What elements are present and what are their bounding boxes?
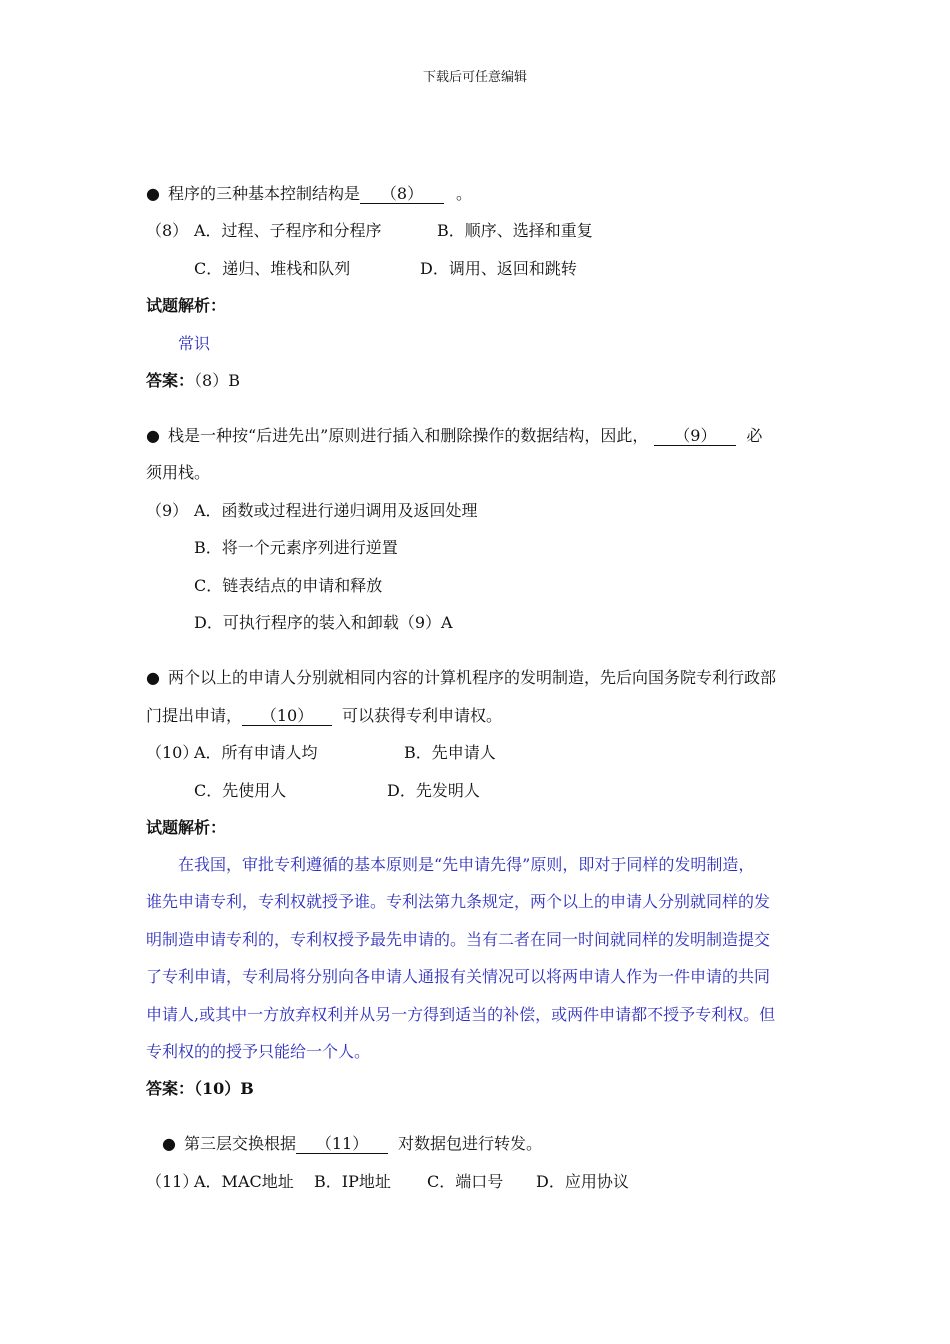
- question-11-stem: [162, 1134, 542, 1154]
- question-9-stem: [146, 426, 762, 446]
- analysis-line: 在我国，审批专利遵循的基本原则是“先申请先得”原则，即对于同样的发明制造，: [178, 855, 755, 874]
- page-header: 下载后可任意编辑: [422, 70, 527, 85]
- question-10-text-line2: 门提出申请，: [146, 706, 243, 725]
- analysis-line: 明制造申请专利的，专利权授予最先申请的。当有二者在同一时间就同样的发明制造提交: [146, 930, 771, 949]
- bullet-icon: ●: [146, 184, 160, 203]
- question-9-answer: （9）A: [398, 613, 453, 632]
- question-10-blank: （10）: [242, 707, 332, 726]
- question-8-number: （8）: [146, 221, 189, 240]
- question-9-option-d-line: [194, 613, 453, 633]
- question-8-end: 。: [456, 184, 473, 203]
- bullet-icon: ●: [162, 1134, 176, 1153]
- question-9-blank: （9）: [654, 427, 736, 446]
- question-8-analysis: 常识: [178, 334, 211, 353]
- question-8-text: 程序的三种基本控制结构是: [168, 184, 361, 203]
- question-9-text-end: 必: [746, 426, 763, 445]
- answer-label: 答案：: [146, 1079, 195, 1098]
- question-9-text-line2: 须用栈。: [146, 463, 211, 482]
- question-10-number: （10）: [146, 743, 199, 762]
- question-10-stem-line2: [146, 706, 502, 726]
- question-8-analysis-label: 试题解析：: [146, 296, 227, 315]
- question-8-stem: [146, 184, 472, 204]
- question-10-option-a: A．所有申请人均: [194, 743, 318, 762]
- question-8-blank: （8）: [360, 185, 444, 204]
- answer-value: （10）B: [194, 1079, 254, 1098]
- analysis-line: 申请人,或其中一方放弃权利并从另一方得到适当的补偿，或两件申请都不授予专利权。但: [146, 1005, 776, 1024]
- question-11-option-a: A．MAC地址: [194, 1172, 294, 1191]
- question-10-option-d: D．先发明人: [387, 781, 480, 800]
- question-11-text: 第三层交换根据: [184, 1134, 297, 1153]
- question-11-number: （11）: [146, 1172, 199, 1191]
- question-10-option-c: C．先使用人: [194, 781, 287, 800]
- question-9-option-d: D．可执行程序的装入和卸载: [194, 613, 399, 632]
- question-10-text-end: 可以获得专利申请权。: [342, 706, 503, 725]
- question-11-blank: （11）: [296, 1135, 388, 1154]
- question-9-option-b: B．将一个元素序列进行逆置: [194, 538, 398, 557]
- question-8-option-d: D．调用、返回和跳转: [420, 259, 577, 278]
- question-8-option-c: C．递归、堆栈和队列: [194, 259, 351, 278]
- bullet-icon: ●: [146, 426, 160, 445]
- question-10-stem: [146, 668, 776, 688]
- answer-label: 答案：: [146, 371, 195, 390]
- question-9-option-c: C．链表结点的申请和释放: [194, 576, 383, 595]
- question-10-answer: [146, 1079, 254, 1099]
- question-8-option-b: B．顺序、选择和重复: [437, 221, 593, 240]
- question-9-text: 栈是一种按“后进先出”原则进行插入和删除操作的数据结构，因此，: [168, 426, 649, 445]
- question-9-option-a: A．函数或过程进行递归调用及返回处理: [194, 501, 478, 520]
- answer-value: （8）B: [194, 371, 240, 390]
- analysis-line: 专利权的的授予只能给一个人。: [146, 1042, 371, 1061]
- bullet-icon: ●: [146, 668, 160, 687]
- question-11-option-b: B．IP地址: [314, 1172, 391, 1191]
- question-11-text-end: 对数据包进行转发。: [398, 1134, 543, 1153]
- question-8-option-a: A．过程、子程序和分程序: [194, 221, 382, 240]
- analysis-line: 谁先申请专利，专利权就授予谁。专利法第九条规定，两个以上的申请人分别就同样的发: [146, 892, 771, 911]
- question-10-analysis-label: 试题解析：: [146, 818, 227, 837]
- question-8-answer: [146, 371, 240, 391]
- analysis-line: 了专利申请，专利局将分别向各申请人通报有关情况可以将两申请人作为一件申请的共同: [146, 967, 771, 986]
- question-10-option-b: B．先申请人: [404, 743, 496, 762]
- question-10-text: 两个以上的申请人分别就相同内容的计算机程序的发明制造，先后向国务院专利行政部: [168, 668, 777, 687]
- question-11-option-d: D．应用协议: [536, 1172, 629, 1191]
- question-9-number: （9）: [146, 501, 189, 520]
- question-11-option-c: C．端口号: [427, 1172, 504, 1191]
